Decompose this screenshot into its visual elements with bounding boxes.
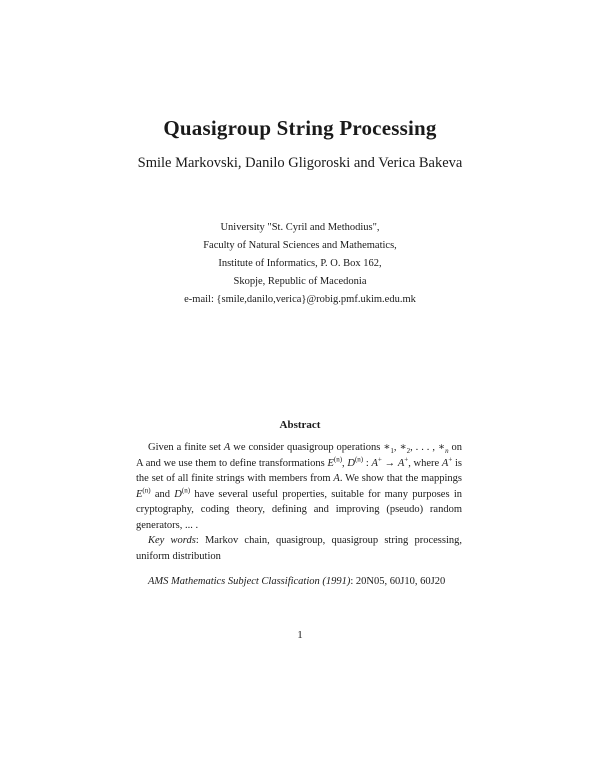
ams-codes: : 20N05, 60J10, 60J20 xyxy=(350,576,446,587)
affiliation-block xyxy=(0,219,600,309)
abstract-heading: Abstract xyxy=(279,419,321,431)
page-number: 1 xyxy=(297,629,303,641)
keywords-label: Key words xyxy=(148,535,196,546)
keywords xyxy=(136,533,462,564)
keywords-text: : Markov chain, quasigroup, quasigroup string processing, uniform distribution xyxy=(136,535,462,562)
affiliation-line: Skopje, Republic of Macedonia xyxy=(233,276,367,287)
ams-classification xyxy=(136,574,462,590)
email-line: e-mail: {smile,danilo,verica}@robig.pmf.ukim.edu.mk xyxy=(184,294,416,305)
author-list: Smile Markovski, Danilo Gligoroski and Verica Bakeva xyxy=(137,155,463,171)
affiliation-line: Institute of Informatics, P. O. Box 162, xyxy=(218,258,382,269)
affiliation-line: Faculty of Natural Sciences and Mathematics, xyxy=(203,240,397,251)
paper-title: Quasigroup String Processing xyxy=(163,116,437,140)
affiliation-line: University "St. Cyril and Methodius", xyxy=(220,222,380,233)
ams-label: AMS Mathematics Subject Classification (1991) xyxy=(148,576,351,587)
abstract-text: Given a finite set A we consider quasigroup operations $∗_1$, $∗_2$, . . . , $∗_n$ on A and we use them to define transformations $E^{(n)}$, $D^{(n)}$ : A+ → A+, where A+ is the set of all finite strings with members from A. We show that the mappings $E^{(n)}$ and $D^{(n)}$ have several useful properties, suitable for many purposes in cryptography, coding theory, defining and improving (pseudo) random generators, ... . xyxy=(136,442,463,531)
